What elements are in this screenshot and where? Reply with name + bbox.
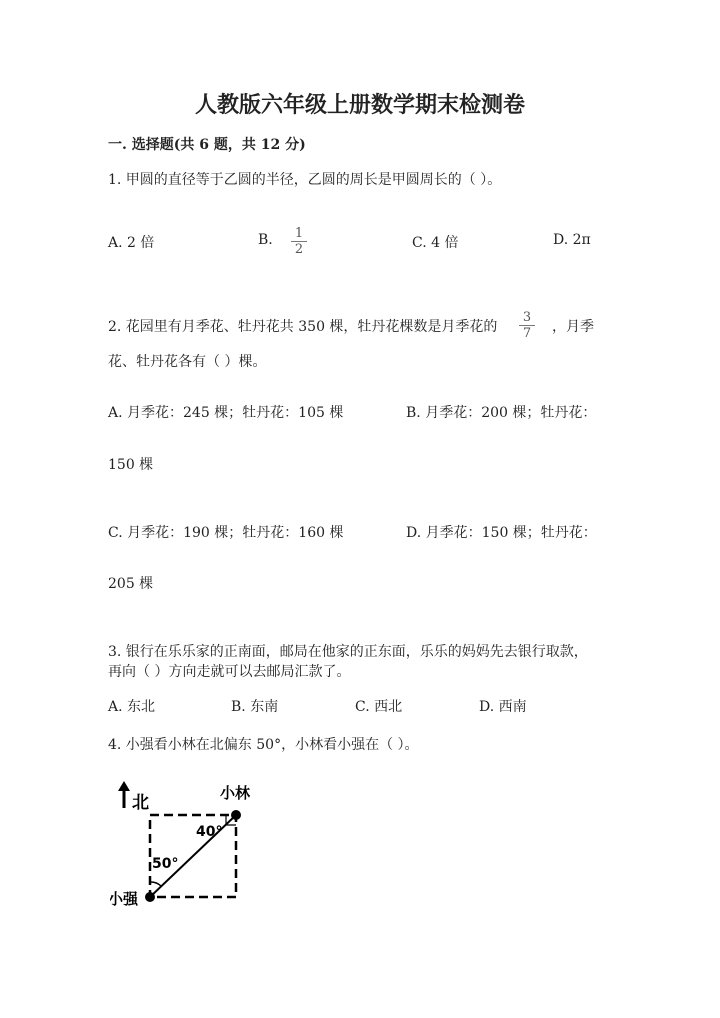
q1-option-b-label: B. (258, 232, 273, 248)
point-xiaoqiang (145, 892, 155, 902)
question-3-stem-line2: 再向（ ）方向走就可以去邮局汇款了。 (108, 664, 351, 680)
xiaoqiang-label: 小强 (110, 890, 139, 908)
q1-option-c: C. 4 倍 (412, 235, 459, 251)
fraction-numerator: 1 (294, 226, 304, 241)
question-2-stem-line2: 花、牡丹花各有（ ）棵。 (108, 354, 267, 370)
section-heading: 一. 选择题(共 6 题，共 12 分) (108, 137, 306, 153)
q3-option-a: A. 东北 (108, 699, 156, 715)
compass-diagram-svg (110, 778, 270, 908)
q1-option-b-fraction (291, 227, 307, 256)
q2-fraction (519, 311, 535, 340)
fraction-numerator: 3 (522, 310, 532, 325)
point-xiaolin (231, 810, 241, 820)
question-2-stem-part2: ，月季 (552, 319, 594, 335)
angle-arc-bottom (150, 882, 161, 886)
q2-option-d-line1: D. 月季花：150 棵；牡丹花： (406, 525, 597, 541)
fraction-denominator: 2 (294, 242, 304, 257)
q2-option-b-line1: B. 月季花：200 棵；牡丹花： (406, 405, 597, 421)
page-title: 人教版六年级上册数学期末检测卷 (194, 92, 525, 118)
compass-diagram (110, 778, 270, 908)
question-3-stem-line1: 3. 银行在乐乐家的正南面，邮局在他家的正东面，乐乐的妈妈先去银行取款， (108, 644, 588, 660)
q2-option-d-line2: 205 棵 (108, 576, 154, 592)
north-label: 北 (132, 793, 149, 813)
q2-option-c: C. 月季花：190 棵；牡丹花：160 棵 (108, 525, 344, 541)
angle-label-40: 40° (196, 824, 223, 840)
q2-option-a: A. 月季花：245 棵；牡丹花：105 棵 (108, 405, 344, 421)
xiaolin-label: 小林 (220, 784, 251, 802)
question-4-stem: 4. 小强看小林在北偏东 50°，小林看小强在（ ）。 (108, 737, 419, 753)
q3-option-c: C. 西北 (355, 699, 403, 715)
q2-option-b-line2: 150 棵 (108, 457, 154, 473)
north-arrow-icon (118, 781, 130, 808)
q1-option-a: A. 2 倍 (108, 235, 155, 251)
question-1-stem: 1. 甲圆的直径等于乙圆的半径，乙圆的周长是甲圆周长的（ ）。 (108, 172, 502, 188)
fraction-denominator: 7 (522, 326, 532, 341)
q1-option-d: D. 2π (553, 232, 591, 248)
q3-option-d: D. 西南 (479, 699, 527, 715)
question-2-stem-part1: 2. 花园里有月季花、牡丹花共 350 棵，牡丹花棵数是月季花的 (108, 319, 498, 335)
angle-label-50: 50° (152, 856, 179, 872)
q3-option-b: B. 东南 (231, 699, 279, 715)
